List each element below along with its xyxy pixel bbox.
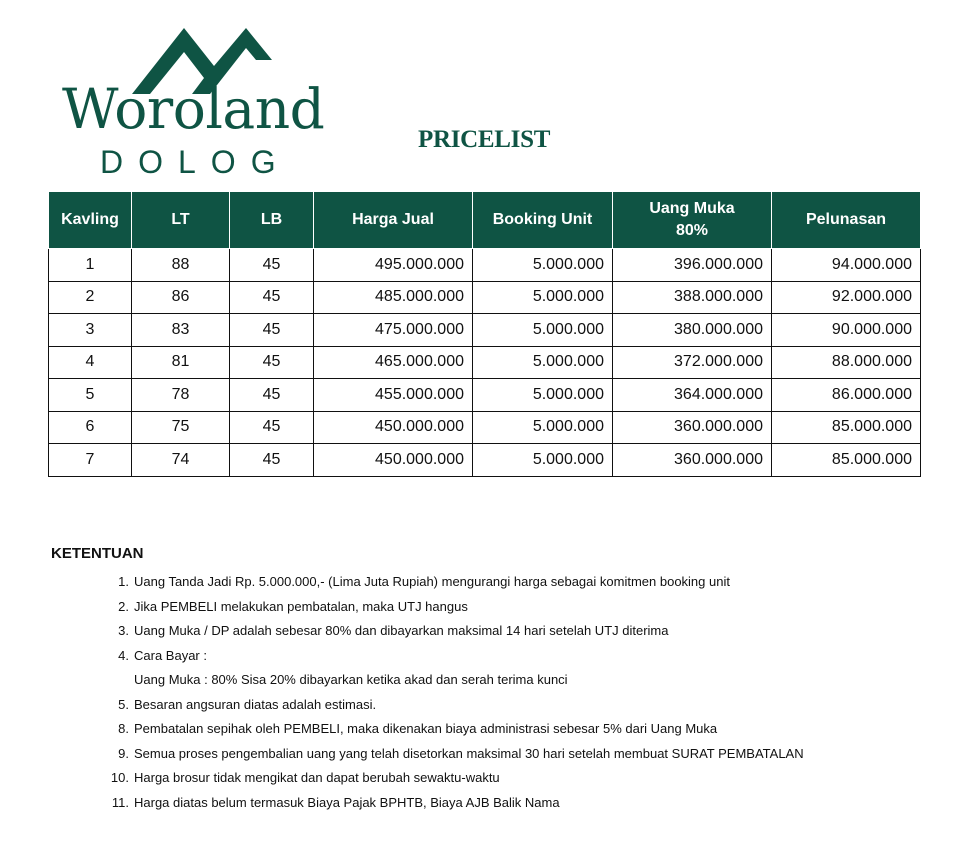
list-item-text: Besaran angsuran diatas adalah estimasi. [134,696,377,712]
terms-heading: KETENTUAN [51,545,144,562]
list-item-number: 11. [111,794,129,810]
terms-list [51,570,931,815]
cell-harga-jual: 485.000.000 [314,281,473,314]
cell-uang-muka: 396.000.000 [613,249,772,282]
header-lb: LB [230,192,314,249]
cell-lb: 45 [230,411,314,444]
cell-kavling: 5 [49,379,132,412]
cell-lt: 75 [132,411,230,444]
cell-booking-unit: 5.000.000 [473,314,613,347]
cell-uang-muka: 364.000.000 [613,379,772,412]
header-uang-muka: Uang Muka 80% [613,192,772,249]
cell-lt: 81 [132,346,230,379]
table-row [49,314,921,347]
cell-uang-muka: 372.000.000 [613,346,772,379]
cell-lb: 45 [230,379,314,412]
list-item-number: 3. [118,623,129,638]
header-kavling: Kavling [49,192,132,249]
cell-lt: 83 [132,314,230,347]
table-row [49,346,921,379]
cell-uang-muka: 388.000.000 [613,281,772,314]
list-item-text: Harga diatas belum termasuk Biaya Pajak BPHTB, Biaya AJB Balik Nama [134,794,560,810]
cell-harga-jual: 450.000.000 [314,411,473,444]
list-item-number: 4. [118,647,129,663]
list-item [51,717,931,742]
list-item [51,570,931,595]
cell-harga-jual: 495.000.000 [314,249,473,282]
cell-kavling: 4 [49,346,132,379]
cell-lt: 86 [132,281,230,314]
cell-harga-jual: 475.000.000 [314,314,473,347]
table-header-row [49,192,921,249]
logo-subtitle: DOLOG [100,144,291,180]
list-item-number: 1. [118,574,129,589]
list-item [51,619,931,644]
cell-lt: 78 [132,379,230,412]
header-booking-unit: Booking Unit [473,192,613,249]
list-item [51,791,931,816]
cell-lb: 45 [230,444,314,477]
logo-name: Woroland [62,77,325,141]
list-item [51,595,931,620]
cell-uang-muka: 380.000.000 [613,314,772,347]
cell-lb: 45 [230,314,314,347]
list-item [51,766,931,791]
header-pelunasan: Pelunasan [772,192,921,249]
cell-pelunasan: 94.000.000 [772,249,921,282]
table-body [49,249,921,477]
cell-pelunasan: 86.000.000 [772,379,921,412]
cell-uang-muka: 360.000.000 [613,411,772,444]
header-lt: LT [132,192,230,249]
cell-lt: 74 [132,444,230,477]
table-row [49,411,921,444]
cell-booking-unit: 5.000.000 [473,444,613,477]
cell-kavling: 6 [49,411,132,444]
cell-booking-unit: 5.000.000 [473,411,613,444]
list-item [51,644,931,669]
cell-booking-unit: 5.000.000 [473,379,613,412]
table-row [49,281,921,314]
list-item-number: 2. [118,598,129,614]
list-item-number: 8. [118,721,129,736]
cell-pelunasan: 85.000.000 [772,444,921,477]
cell-kavling: 2 [49,281,132,314]
list-item-number: 10. [110,770,129,785]
cell-pelunasan: 85.000.000 [772,411,921,444]
table-row [49,379,921,412]
cell-pelunasan: 88.000.000 [772,346,921,379]
list-item-text: Uang Tanda Jadi Rp. 5.000.000,- (Lima Juta Rupiah) mengurangi harga sebagai komitmen booking unit [134,574,730,589]
cell-kavling: 3 [49,314,132,347]
list-item-text: Uang Muka / DP adalah sebesar 80% dan dibayarkan maksimal 14 hari setelah UTJ diterima [134,623,669,638]
list-item [51,693,931,718]
price-table [48,191,921,477]
list-item-text: Semua proses pengembalian uang yang telah disetorkan maksimal 30 hari setelah membuat SURAT PEMBATALAN [134,745,804,761]
list-item [51,668,931,693]
logo [60,28,330,178]
cell-lb: 45 [230,281,314,314]
table-row [49,249,921,282]
cell-harga-jual: 465.000.000 [314,346,473,379]
list-item-number: 9. [118,745,129,761]
cell-harga-jual: 450.000.000 [314,444,473,477]
list-item [51,742,931,767]
cell-uang-muka: 360.000.000 [613,444,772,477]
cell-pelunasan: 90.000.000 [772,314,921,347]
list-item-text: Jika PEMBELI melakukan pembatalan, maka UTJ hangus [134,598,468,614]
cell-booking-unit: 5.000.000 [473,346,613,379]
cell-pelunasan: 92.000.000 [772,281,921,314]
cell-booking-unit: 5.000.000 [473,249,613,282]
cell-lb: 45 [230,346,314,379]
cell-kavling: 1 [49,249,132,282]
terms-section [51,545,931,815]
list-item-number: 5. [118,696,129,712]
cell-lb: 45 [230,249,314,282]
list-item-text: Pembatalan sepihak oleh PEMBELI, maka dikenakan biaya administrasi sebesar 5% dari Uang Muka [134,721,718,736]
page-title: PRICELIST [418,126,551,153]
header-harga-jual: Harga Jual [314,192,473,249]
list-item-text: Cara Bayar : [134,647,207,663]
cell-booking-unit: 5.000.000 [473,281,613,314]
cell-kavling: 7 [49,444,132,477]
cell-lt: 88 [132,249,230,282]
list-item-text: Uang Muka : 80% Sisa 20% dibayarkan ketika akad dan serah terima kunci [134,672,568,687]
table-row [49,444,921,477]
cell-harga-jual: 455.000.000 [314,379,473,412]
list-item-text: Harga brosur tidak mengikat dan dapat berubah sewaktu-waktu [134,770,500,785]
